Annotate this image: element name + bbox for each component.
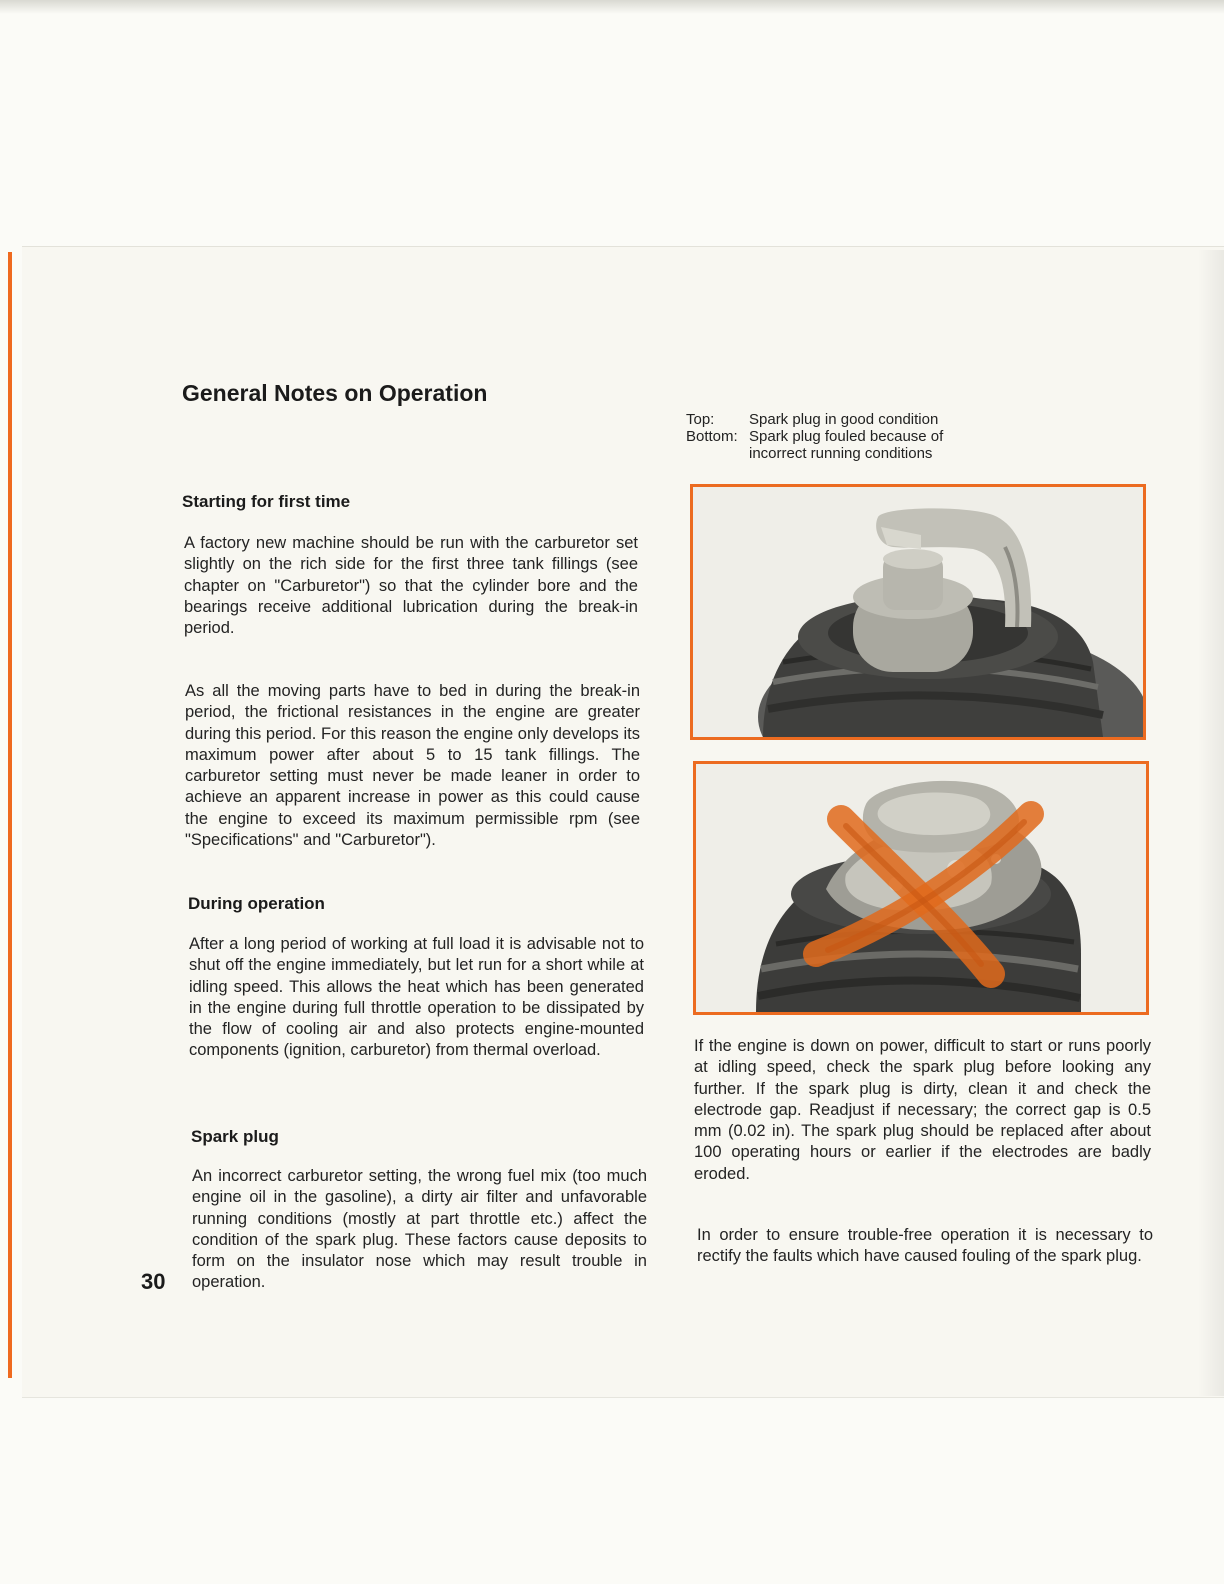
page-title: General Notes on Operation <box>182 380 488 406</box>
caption-top-row <box>686 411 989 428</box>
photo-spark-plug-fouled <box>693 761 1149 1015</box>
figure-caption <box>686 411 989 462</box>
right-paragraph-1: If the engine is down on power, difficult to start or runs poorly at idling speed, check the spark plug before looking any further. If the spark plug is dirty, clean it and check the electrode gap. Readjust if necessary; the correct gap is 0.5 mm (0.02 in). The spark plug should be replaced after about 100 operating hours or earlier if the electrodes are badly eroded. <box>694 1037 1151 1183</box>
caption-bottom-key: Bottom: <box>686 428 738 445</box>
spark-plug-good-illustration <box>693 487 1143 737</box>
page-edge-accent <box>8 252 12 1378</box>
photo-spark-plug-good <box>690 484 1146 740</box>
spark-plug-paragraph: An incorrect carburetor setting, the wrong fuel mix (too much engine oil in the gasoline), a dirty air filter and unfavorable running conditions (mostly at part throttle etc.) affect the condition of the spark plug. These factors cause deposits to form on the insulator nose which may result trouble in operation. <box>192 1167 647 1292</box>
right-paragraph-2: In order to ensure trouble-free operation it is necessary to rectify the faults which have caused fouling of the spark plug. <box>697 1226 1153 1266</box>
scan-top-shadow <box>0 0 1224 14</box>
heading-spark-plug: Spark plug <box>191 1127 279 1146</box>
heading-during-operation: During operation <box>188 894 325 913</box>
page-curl-shadow <box>1198 250 1224 1396</box>
caption-bottom-row <box>686 428 989 462</box>
caption-top-key: Top: <box>686 411 715 428</box>
caption-bottom-text: Spark plug fouled because of incorrect running conditions <box>749 428 944 462</box>
during-operation-paragraph: After a long period of working at full load it is advisable not to shut off the engine immediately, but let run for a short while at idling speed. This allows the heat which has been generated in the engine during full throttle operation to be dissipated by the flow of cooling air and also protects engine-mounted components (ignition, carburetor) from thermal overload. <box>189 935 644 1060</box>
heading-starting: Starting for first time <box>182 492 351 511</box>
caption-top-text: Spark plug in good condition <box>749 411 939 428</box>
spark-plug-fouled-illustration <box>696 764 1146 1012</box>
starting-paragraph-1: A factory new machine should be run with the carburetor set slightly on the rich side for the first three tank fillings (see chapter on "Carburetor") so that the cylinder bore and the bearings receive additional lubrication during the break-in period. <box>184 534 638 638</box>
starting-paragraph-2: As all the moving parts have to bed in during the break-in period, the frictional resistances in the engine are greater during this period. For this reason the engine only develops its maximum power after about 5 to 15 tank fillings. The carburetor setting must never be made leaner in order to achieve an apparent increase in power as this could cause the engine to exceed its maximum permissible rpm (see "Specifications" and "Carburetor"). <box>185 682 640 850</box>
page-number: 30 <box>141 1269 166 1294</box>
